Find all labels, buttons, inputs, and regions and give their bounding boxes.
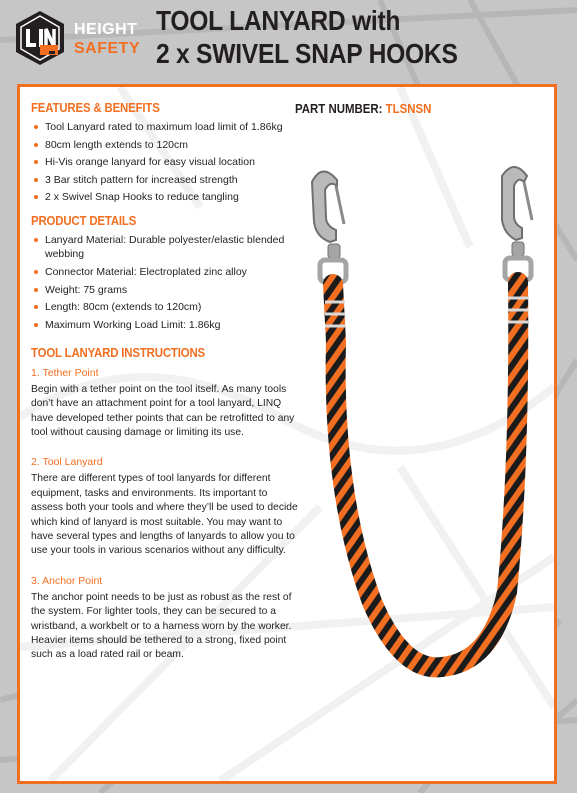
- part-number: [295, 101, 431, 116]
- list-item: Lanyard Material: Durable polyester/elastic blended webbing: [31, 233, 299, 261]
- list-item: 80cm length extends to 120cm: [31, 138, 299, 152]
- page-title: [156, 4, 458, 70]
- title-line-1: TOOL LANYARD with: [156, 5, 401, 36]
- brand-line-2: SAFETY: [74, 40, 141, 57]
- content-column: [31, 101, 299, 663]
- linq-logo-icon: [14, 9, 66, 67]
- details-list: [31, 233, 299, 331]
- title-line-2: 2 x SWIVEL SNAP HOOKS: [156, 38, 458, 69]
- right-snap-hook-icon: [502, 167, 532, 280]
- list-item: 3 Bar stitch pattern for increased strength: [31, 173, 299, 187]
- instructions-heading: TOOL LANYARD INSTRUCTIONS: [31, 344, 206, 360]
- part-number-value: TLSNSN: [385, 101, 432, 116]
- list-item: Maximum Working Load Limit: 1.86kg: [31, 318, 299, 332]
- step-2-text: There are different types of tool lanyards for different equipment, tasks and environments. Its important to assess both your tools and where they’ll be used to decide which kind of lanyard is most suitable. You may want to have several types and lengths of lanyards to allow you to use your tools in various scenarios without any difficulty.: [31, 473, 298, 557]
- left-snap-hook-icon: [312, 171, 346, 282]
- step-1-text: Begin with a tether point on the tool itself. As many tools don’t have an attachment point for a tool lanyard, LINQ have developed tether points that can be retrofitted to any tool without causing damage or limiting its use.: [31, 383, 295, 438]
- brand-name: [74, 20, 140, 58]
- list-item: Weight: 75 grams: [31, 283, 299, 297]
- tool-lanyard-product-image: [292, 162, 542, 702]
- features-list: [31, 120, 299, 204]
- step-2-title: 2. Tool Lanyard: [31, 456, 103, 469]
- details-heading: PRODUCT DETAILS: [31, 213, 137, 229]
- brand-line-1: HEIGHT: [74, 21, 138, 38]
- product-card: [17, 84, 557, 784]
- header: [0, 0, 577, 84]
- list-item: Tool Lanyard rated to maximum load limit of 1.86kg: [31, 120, 299, 134]
- part-number-label: PART NUMBER:: [295, 101, 383, 116]
- step-3-title: 3. Anchor Point: [31, 574, 103, 587]
- step-3-text: The anchor point needs to be just as robust as the rest of the system. For lighter tools, they can be secured to a wristband, a workbelt or to a harness worn by the worker. Heavier items should be tethered to a strong, fixed point such as a load rated rail or beam.: [31, 591, 292, 661]
- step-1-title: 1. Tether Point: [31, 366, 99, 379]
- list-item: Length: 80cm (extends to 120cm): [31, 300, 299, 314]
- list-item: Connector Material: Electroplated zinc alloy: [31, 265, 299, 279]
- list-item: 2 x Swivel Snap Hooks to reduce tangling: [31, 190, 299, 204]
- features-heading: FEATURES & BENEFITS: [31, 100, 160, 115]
- list-item: Hi-Vis orange lanyard for easy visual location: [31, 155, 299, 169]
